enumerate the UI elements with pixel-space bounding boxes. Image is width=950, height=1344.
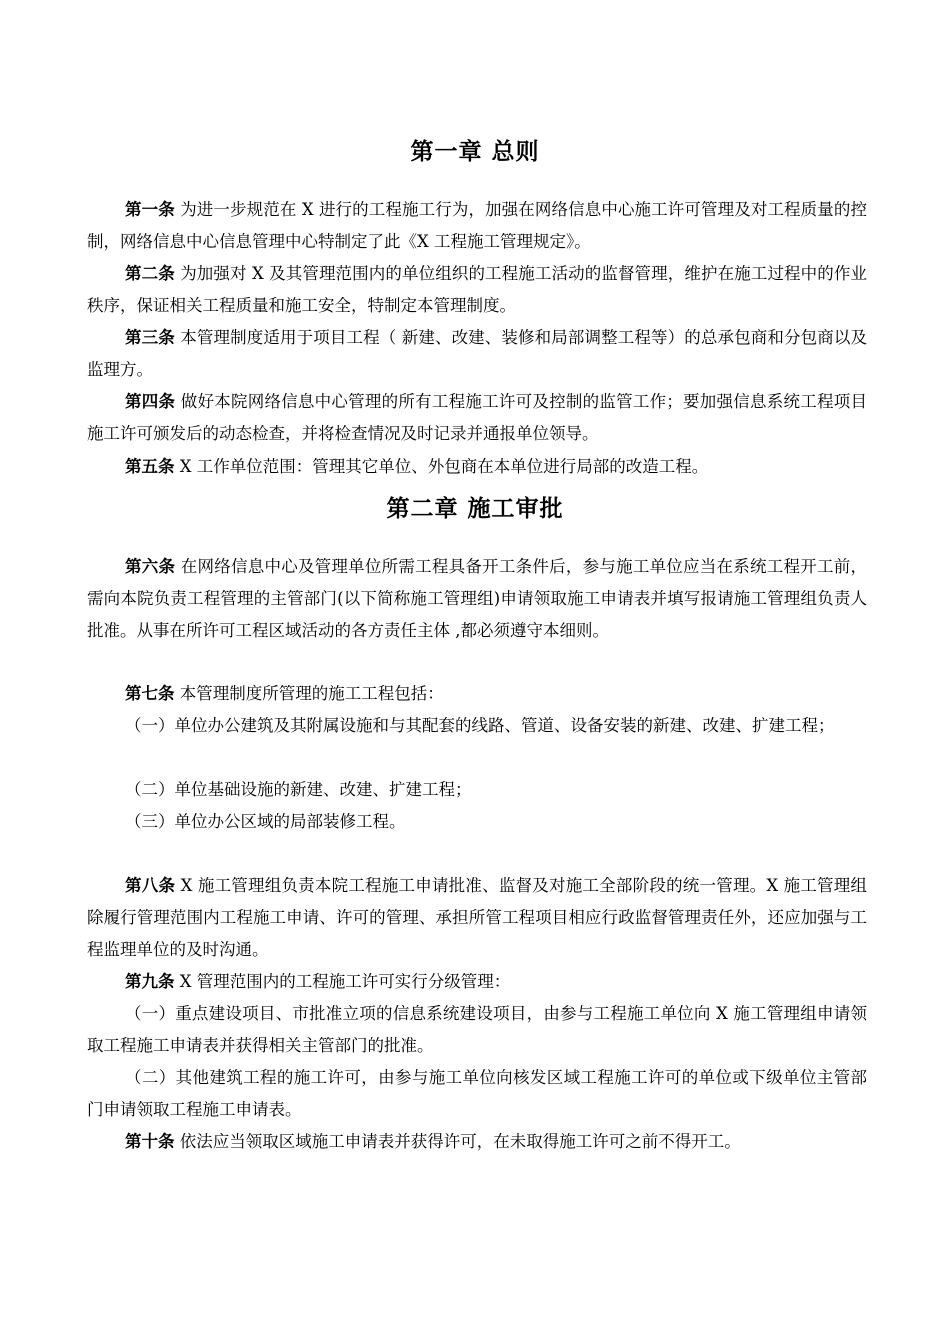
article-3-text: 本管理制度适用于项目工程（ 新建、改建、装修和局部调整工程等）的总承包商和分包商以及监理方。 <box>87 328 867 379</box>
article-2-text: 为加强对 X 及其管理范围内的单位组织的工程施工活动的监督管理，维护在施工过程中的作业秩序，保证相关工程质量和施工安全，特制定本管理制度。 <box>87 264 868 315</box>
article-1 <box>87 194 867 258</box>
article-9-item-1: （一）重点建设项目、市批准立项的信息系统建设项目，由参与工程施工单位向 X 施工管理组申请领取工程施工申请表并获得相关主管部门的批准。 <box>87 1004 867 1055</box>
article-7-text: 本管理制度所管理的施工工程包括： <box>174 684 444 703</box>
article-3 <box>87 322 867 386</box>
article-2 <box>87 258 867 322</box>
article-7-item-1: （一）单位办公建筑及其附属设施和与其配套的线路、管道、设备安装的新建、改建、扩建工程； <box>125 716 835 735</box>
article-10 <box>87 1126 867 1158</box>
article-7 <box>87 678 867 710</box>
article-6 <box>87 551 867 647</box>
article-4-text: 做好本院网络信息中心管理的所有工程施工许可及控制的监管工作；要加强信息系统工程项目施工许可颁发后的动态检查，并将检查情况及时记录并通报单位领导。 <box>87 392 867 443</box>
article-8 <box>87 870 867 966</box>
chapter-2-title: 第二章 施工审批 <box>386 496 564 522</box>
article-8-label: 第八条 <box>125 876 176 895</box>
article-6-label: 第六条 <box>125 557 176 576</box>
article-9-text: X 管理范围内的工程施工许可实行分级管理： <box>174 972 511 991</box>
article-9 <box>87 966 867 998</box>
article-7-item-3: （三）单位办公区域的局部装修工程。 <box>125 812 406 831</box>
article-10-text: 依法应当领取区域施工申请表并获得许可，在未取得施工许可之前不得开工。 <box>174 1132 741 1151</box>
article-4-label: 第四条 <box>125 392 176 411</box>
article-9-item-2: （二）其他建筑工程的施工许可，由参与施工单位向核发区域工程施工许可的单位或下级单位主管部门申请领取工程施工申请表。 <box>87 1068 867 1119</box>
article-4 <box>87 386 867 450</box>
article-10-label: 第十条 <box>125 1132 175 1151</box>
article-5 <box>87 451 867 483</box>
article-2-label: 第二条 <box>125 264 175 283</box>
article-1-text: 为进一步规范在 X 进行的工程施工行为，加强在网络信息中心施工许可管理及对工程质量的控制，网络信息中心信息管理中心特制定了此《X 工程施工管理规定》。 <box>87 200 868 251</box>
article-6-text: 在网络信息中心及管理单位所需工程具备开工条件后，参与施工单位应当在系统工程开工前，需向本院负责工程管理的主管部门(以下简称施工管理组)申请领取施工申请表并填写报请施工管理组负责人批准。从事在所许可工程区域活动的各方责任主体 ,都必须遵守本细则。 <box>87 557 867 640</box>
article-9-label: 第九条 <box>125 972 175 991</box>
article-7-label: 第七条 <box>125 684 175 703</box>
article-5-label: 第五条 <box>125 457 175 476</box>
chapter-1-title: 第一章 总则 <box>410 139 540 165</box>
article-5-text: X 工作单位范围：管理其它单位、外包商在本单位进行局部的改造工程。 <box>174 457 709 476</box>
article-7-item-2: （二）单位基础设施的新建、改建、扩建工程； <box>125 780 472 799</box>
article-8-text: X 施工管理组负责本院工程施工申请批准、监督及对施工全部阶段的统一管理。X 施工管理组除履行管理范围内工程施工申请、许可的管理、承担所管工程项目相应行政监督管理责任外，还应加强与工程监理单位的及时沟通。 <box>87 876 867 959</box>
article-1-label: 第一条 <box>125 200 175 219</box>
article-3-label: 第三条 <box>125 328 175 347</box>
